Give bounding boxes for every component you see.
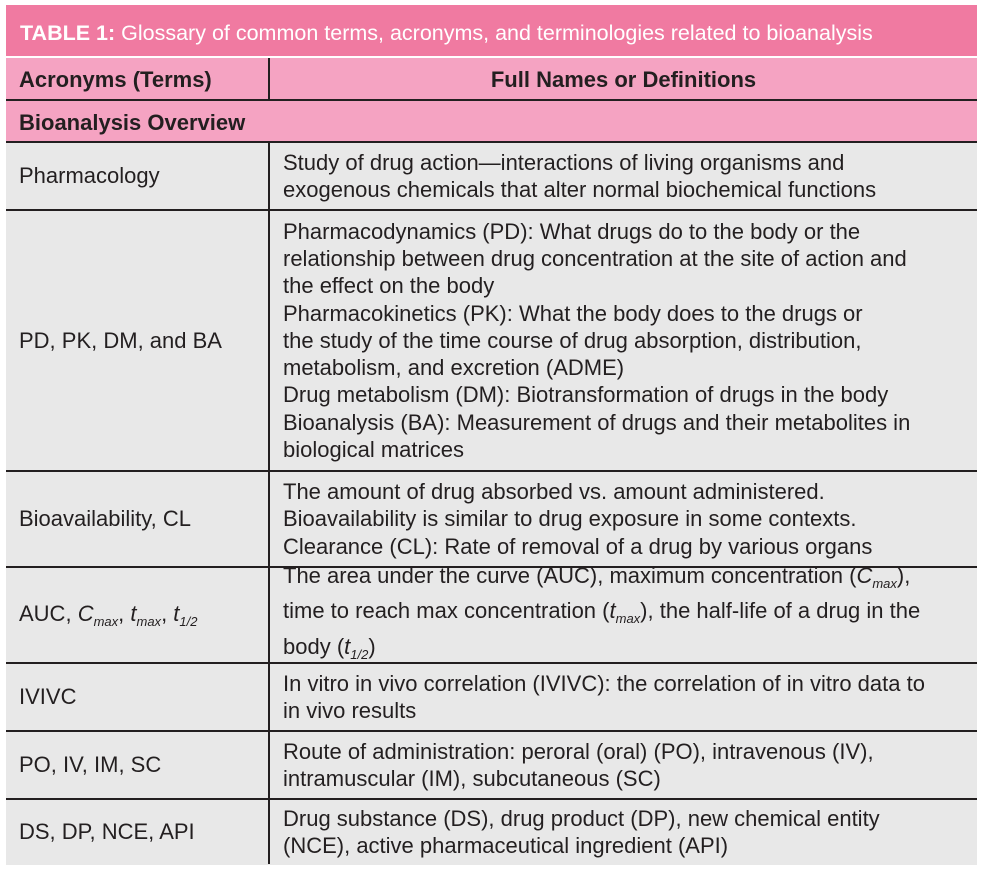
- term-text: t: [130, 601, 137, 626]
- definition-line: [283, 562, 967, 597]
- definition-line: Study of drug action—interactions of living organisms and: [283, 149, 845, 175]
- term-text: C: [77, 601, 94, 626]
- definition-text: The area under the curve (AUC), maximum concentration (: [283, 563, 857, 589]
- definition-line: [283, 597, 967, 632]
- definition-cell: [270, 143, 977, 209]
- table-row: [6, 472, 977, 568]
- definition-line: relationship between drug concentration at the site of action and: [283, 245, 907, 271]
- definition-text: t: [344, 633, 351, 659]
- table-row: [6, 664, 977, 732]
- definition-line: [283, 633, 967, 668]
- term-cell: IVIVC: [6, 664, 270, 730]
- table-row: [6, 143, 977, 211]
- table-row: [6, 211, 977, 472]
- definition-cell: [270, 732, 977, 798]
- definition-line: Route of administration: peroral (oral) (PO), intravenous (IV),: [283, 738, 874, 764]
- definition-line: metabolism, and excretion (ADME): [283, 355, 625, 381]
- glossary-table: [6, 5, 977, 865]
- term-subscript: 1/2: [179, 614, 198, 629]
- definition-line: (NCE), active pharmaceutical ingredient (API): [283, 833, 729, 858]
- term-cell: Bioavailability, CL: [6, 472, 270, 566]
- definition-cell: [270, 211, 977, 470]
- table-row: [6, 800, 977, 864]
- definition-line: biological matrices: [283, 437, 464, 463]
- definition-subscript: 1/2: [350, 646, 369, 662]
- definition-cell: [270, 664, 977, 730]
- definition-line: Pharmacodynamics (PD): What drugs do to the body or the: [283, 218, 861, 244]
- definition-line: intramuscular (IM), subcutaneous (SC): [283, 766, 661, 791]
- definition-cell: [270, 563, 977, 662]
- caption-text: Glossary of common terms, acronyms, and terminologies related to bioanalysis: [121, 21, 873, 45]
- section-heading: Bioanalysis Overview: [6, 101, 977, 143]
- table-header-row: [6, 58, 977, 101]
- term-text: t: [173, 601, 180, 626]
- term-cell: PD, PK, DM, and BA: [6, 211, 270, 470]
- table-row: [6, 563, 977, 664]
- definition-text: C: [856, 563, 873, 589]
- definition-line: exogenous chemicals that alter normal biochemical functions: [283, 177, 877, 202]
- definition-line: The amount of drug absorbed vs. amount administered.: [283, 479, 825, 505]
- definition-line: Drug metabolism (DM): Biotransformation of drugs in the body: [283, 382, 889, 408]
- term-cell: Pharmacology: [6, 143, 270, 209]
- definition-cell: [270, 472, 977, 566]
- definition-line: the effect on the body: [283, 273, 495, 299]
- definition-text: body (: [283, 633, 345, 659]
- definition-text: ), the half-life of a drug in the: [640, 598, 921, 624]
- definition-subscript: max: [615, 611, 641, 627]
- term-subscript: max: [93, 614, 119, 629]
- definition-line: In vitro in vivo correlation (IVIVC): the correlation of in vitro data to: [283, 670, 925, 696]
- term-text: ,: [118, 601, 131, 626]
- table-row: [6, 732, 977, 800]
- definition-line: Clearance (CL): Rate of removal of a drug by various organs: [283, 533, 873, 559]
- caption-label: TABLE 1:: [20, 21, 116, 45]
- definition-text: ): [368, 633, 376, 659]
- header-acronyms: Acronyms (Terms): [6, 58, 270, 99]
- definition-text: time to reach max concentration (: [283, 598, 610, 624]
- term-text: ,: [161, 601, 174, 626]
- definition-cell: [270, 800, 977, 864]
- term-subscript: max: [136, 614, 162, 629]
- term-text: AUC,: [19, 601, 78, 626]
- definition-line: Pharmacokinetics (PK): What the body does to the drugs or: [283, 300, 863, 326]
- header-definitions: Full Names or Definitions: [490, 67, 757, 92]
- definition-line: Bioavailability is similar to drug exposure in some contexts.: [283, 506, 857, 532]
- term-cell: [6, 568, 270, 662]
- definition-subscript: max: [872, 576, 897, 592]
- table-caption: [6, 5, 977, 58]
- term-cell: PO, IV, IM, SC: [6, 732, 270, 798]
- definition-line: Drug substance (DS), drug product (DP), new chemical entity: [283, 805, 880, 831]
- term-cell: DS, DP, NCE, API: [6, 800, 270, 864]
- definition-text: ),: [896, 563, 911, 589]
- definition-text: t: [609, 598, 616, 624]
- definition-line: Bioanalysis (BA): Measurement of drugs and their metabolites in: [283, 409, 911, 435]
- definition-line: in vivo results: [283, 698, 417, 723]
- definition-line: the study of the time course of drug absorption, distribution,: [283, 327, 862, 353]
